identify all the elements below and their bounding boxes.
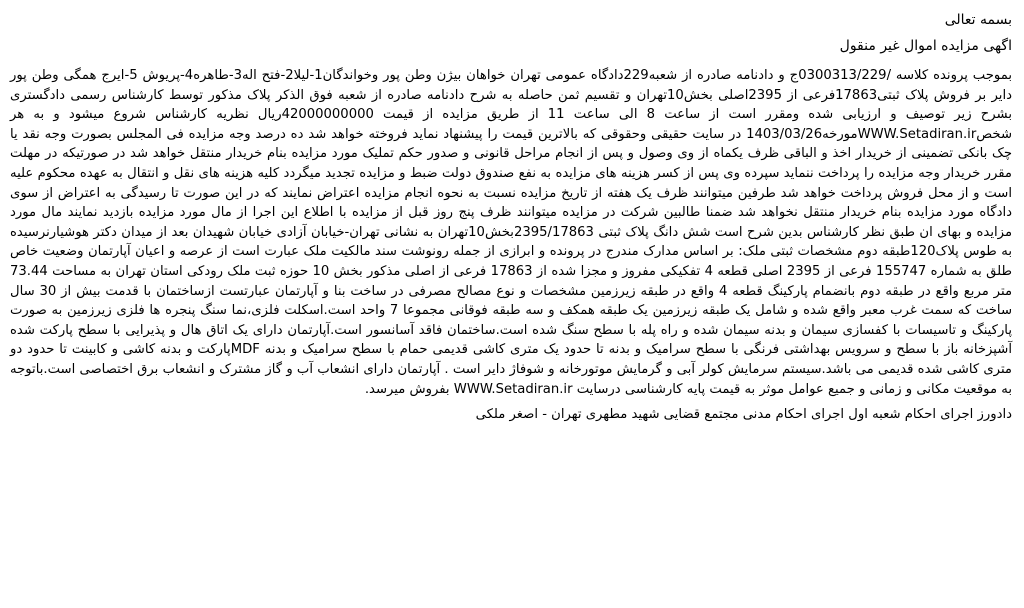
document-title: اگهی مزایده اموال غیر منقول — [839, 38, 1012, 54]
auction-notice-document — [10, 8, 1014, 604]
document-signature: دادورز اجرای احکام شعبه اول اجرای احکام مدنی مجتمع قضایی شهید مطهری تهران - اصغر ملکی — [475, 407, 1012, 423]
document-heading: بسمه تعالی — [944, 12, 1012, 28]
document-body: بموجب پرونده کلاسه /0300313/229ج و دادنامه صادره از شعبه229دادگاه عمومی تهران خواهان بیژن وطن پور وخواندگان1-لیلا2-فتح اله3-طاهره4-پریوش 5-ایرج همگی وطن پور دایر بر فروش پلاک ثبتی17863فرعی از 2395اصلی بخش10تهران و تقسیم ثمن حاصله به شرح دادنامه صادره از شعبه فوق الذکر پلاک مذکور توسط کارشناس رسمی دادگستری بشرح زیر توصیف و ارزیابی شده ومقرر است از ساعت 8 الی ساعت 11 از طریق مزایده از قیمت 42000000000ریال نظریه کارشناس شروع میشود و به هر شخصWWW.Setadiran.irمورخه1403/03/26 در سایت حقیقی وحقوقی که بالاترین قیمت را پیشنهاد نماید فروخته خواهد شد ده درصد وجه مزایده فی المجلس بصورت وجه نقد یا چک بانکی تضمینی از خریدار اخذ و الباقی ظرف یکماه از وی وصول و پس از انجام مراحل قانونی و صدور حکم تملیک مورد مزایده بنام خریدار منتقل خواهد شد در صورتیکه در مهلت مقرر خریدار وجه مزایده را پرداخت ننماید سپرده وی پس از کسر هزینه های مزایده به نفع صندوق دولت ضبط و مزایده تجدید میگردد کلیه هزینه های نقل و انتقال به عهده محکوم علیه است و از محل فروش پرداخت خواهد شد طرفین میتوانند ظرف یک هفته از تاریخ مزایده نسبت به نحوه انجام مزایده اعتراض نمایند که در این صورت تا رسیدگی به اعتراض از سوی دادگاه مورد مزایده بنام خریدار منتقل نخواهد شد ضمنا طالبین شرکت در مزایده میتوانند ظرف پنج روز قبل از مزایده با اطلاع این اجرا از مال مورد مزایده بازدید نمایند مال مورد مزایده و بهای ان طبق نظر کارشناس بدین شرح است شش دانگ پلاک ثبتی 2395/17863بخش10تهران به نشانی تهران-خیابان آزادی خیابان شهیدان بعد از میدان دکتر هوشیارنرسیده به طوس پلاک120طبقه دوم مشخصات ثبتی ملک: بر اساس مدارک مندرج در پرونده و ابرازی از جمله رونوشت سند مالکیت ملک عبارت است از عرصه و اعیان آپارتمان وضعیت خاص طلق به شماره 155747 فرعی از 2395 اصلی قطعه 4 تفکیکی مفروز و مجزا شده از 17863 فرعی از اصلی مذکور بخش 10 حوزه ثبت ملک رودکی استان تهران به مساحت 73.44 متر مربع واقع در طبقه دوم بانضمام پارکینگ قطعه 4 واقع در طبقه زیرزمین مشخصات و نوع مصالح مصرفی در ساخت بنا و آپارتمان عبارتست ازساختمان با قدمت بیش از 30 سال ساخت که سمت غرب معبر واقع شده و شامل یک طبقه زیرزمین یک طبقه همکف و سه طبقه فوقانی مجموعا 7 واحد است.اسکلت فلزی،نما سنگ پنجره ها فلزی زیرزمین به صورت پارکینگ و تاسیسات با کفسازی سیمان و بدنه سیمان شده و راه پله با سطح سنگ شده است.ساختمان فاقد آسانسور است.آپارتمان دارای یک اتاق هال و پذیرایی با سطح پارکت شده آشپزخانه باز با سطح و سرویس بهداشتی فرنگی با سطح سرامیک و بدنه تا حدود یک متری کاشی قدیمی حمام با سطح سرامیک و بدنه MDFپارکت و بدنه کاشی و کابینت تا حدود دو متری کاشی شده قدیمی می باشد.سیستم سرمایش کولر آبی و گرمایش موتورخانه و شوفاژ دایر است . آپارتمان دارای انشعاب آب و گاز مشترک و انشعاب برق اختصاصی است.باتوجه به موقعیت مکانی و زمانی و جمیع عوامل موثر به قیمت پایه کارشناسی درسایت WWW.Setadiran.ir بفروش میرسد. — [10, 68, 1013, 397]
